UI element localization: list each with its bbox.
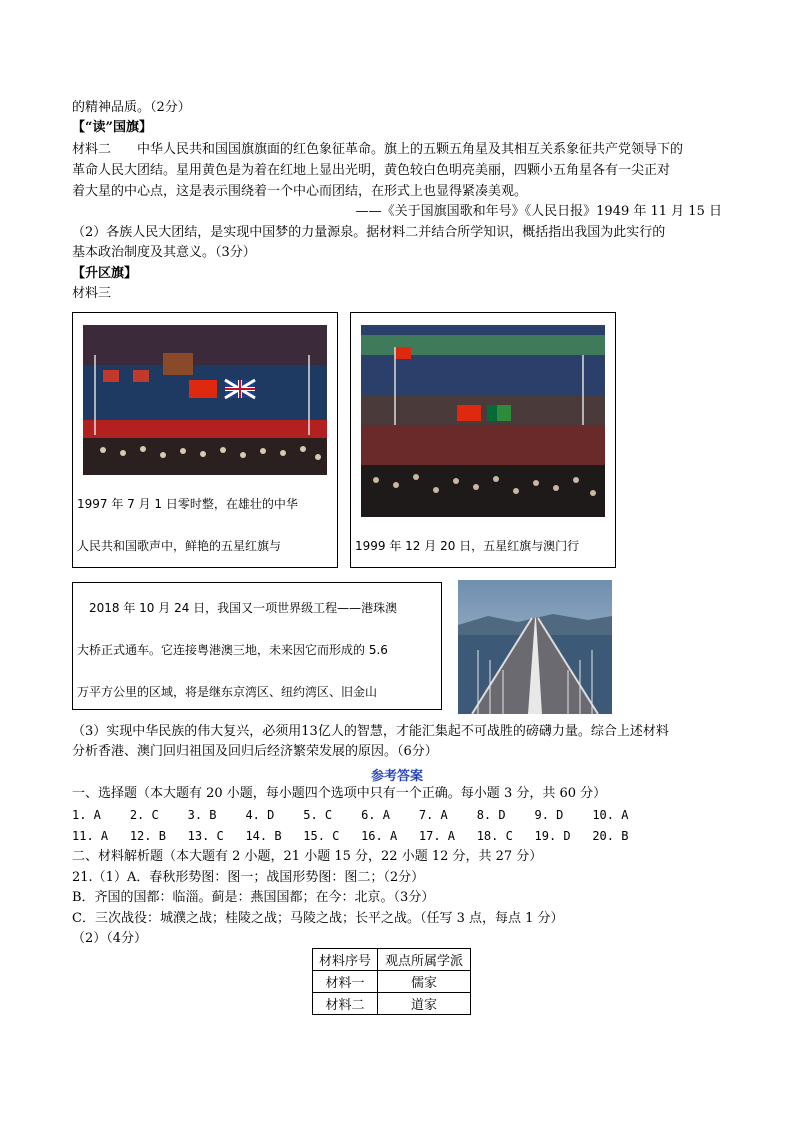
question-three: 分析香港、澳门回归祖国及回归后经济繁荣发展的原因。（6分） xyxy=(72,744,438,759)
answer-item: 1. A xyxy=(72,808,101,822)
answer-item: 10. A xyxy=(592,808,629,822)
question-two: （2）各族人民大团结，是实现中国梦的力量源泉。据材料二并结合所学知识，概括指出我国为此实行的 xyxy=(72,225,666,240)
table-cell: 儒家 xyxy=(378,971,471,993)
material-two-source: ——《关于国旗国歌和年号》《人民日报》1949 年 11 月 15 日 xyxy=(355,204,722,219)
table-cell: 道家 xyxy=(378,993,471,1015)
hk-caption-line: 1997 年 7 月 1 日零时整，在雄壮的中华 xyxy=(77,497,298,511)
answer-item: 13. C xyxy=(187,829,224,843)
answer-item: 15. C xyxy=(303,829,340,843)
bridge-text-box xyxy=(72,582,442,710)
bridge-caption-line: 2018 年 10 月 24 日，我国又一项世界级工程——港珠澳 xyxy=(89,601,398,615)
bridge-photo xyxy=(458,580,612,714)
answer-item: 11. A xyxy=(72,829,109,843)
answer-item: 9. D xyxy=(534,808,564,822)
answer-section-two: 二、材料解析题（本大题有 2 小题，21 小题 15 分，22 小题 12 分，共 27 分） xyxy=(72,849,543,864)
question-two: 基本政治制度及其意义。（3分） xyxy=(72,245,256,260)
answer-section-one: 一、选择题（本大题有 20 小题，每小题四个选项中只有一个正确。每小题 3 分，共 60 分） xyxy=(72,786,607,801)
answer-item: 20. B xyxy=(592,829,629,843)
answer-title: 参考答案 xyxy=(370,769,423,784)
answer-item: 14. B xyxy=(245,829,282,843)
answer-item: 4. D xyxy=(245,808,275,822)
material-two-text: 着大星的中心点，这是表示围绕着一个中心而团结，在形式上也显得紧凑美观。 xyxy=(72,184,528,199)
bridge-caption-line: 大桥正式通车。它连接粤港澳三地，未来因它而形成的 5.6 xyxy=(77,643,388,657)
answer-row xyxy=(72,806,628,824)
answer-21-part-b: B．齐国的国都：临淄。蓟是：燕国国都；在今：北京。（3分） xyxy=(72,890,435,905)
answer-item: 7. A xyxy=(418,808,448,822)
answer-item: 18. C xyxy=(476,829,513,843)
table-cell: 材料一 xyxy=(313,971,378,993)
macau-caption-line: 1999 年 12 月 20 日，五星红旗与澳门行 xyxy=(355,539,580,553)
answer-21-part-a: 21.（1）A．春秋形势图：图一；战国形势图：图二；（2分） xyxy=(72,870,425,885)
hk-handover-photo xyxy=(83,325,327,475)
section-heading-raise-flag: 【升区旗】 xyxy=(72,266,138,281)
answer-item: 16. A xyxy=(361,829,398,843)
hk-handover-box xyxy=(72,312,338,568)
table-header: 观点所属学派 xyxy=(378,949,471,971)
bridge-caption-line: 万平方公里的区域，将是继东京湾区、纽约湾区、旧金山 xyxy=(77,685,378,699)
answer-item: 17. A xyxy=(418,829,455,843)
material-two-text: 材料二 中华人民共和国国旗旗面的红色象征革命。旗上的五颗五角星及其相互关系象征共产党领导下的 xyxy=(72,142,684,157)
answer-item: 2. C xyxy=(129,808,159,822)
answer-item: 8. D xyxy=(476,808,506,822)
table-header: 材料序号 xyxy=(313,949,378,971)
section-heading-read-flag: 【“读”国旗】 xyxy=(72,120,152,135)
question-three: （3）实现中华民族的伟大复兴，必须用13亿人的智慧，才能汇集起不可战胜的磅礴力量。综合上述材料 xyxy=(72,724,669,739)
answer-item: 6. A xyxy=(361,808,390,822)
macau-handover-photo xyxy=(361,325,605,517)
material-two-text: 革命人民大团结。星用黄色是为着在红地上显出光明，黄色较白色明亮美丽，四颗小五角星各有一尖正对 xyxy=(72,163,671,178)
school-of-thought-table xyxy=(312,948,471,1015)
material-three-label: 材料三 xyxy=(72,286,112,301)
macau-handover-box xyxy=(350,312,616,568)
answer-item: 19. D xyxy=(534,829,571,843)
answer-item: 5. C xyxy=(303,808,333,822)
answer-21-part-2: （2）（4分） xyxy=(72,931,148,946)
answer-row xyxy=(72,827,628,845)
hk-caption-line: 人民共和国歌声中，鲜艳的五星红旗与 xyxy=(77,539,282,553)
answer-21-part-c: C．三次战役：城濮之战；桂陵之战；马陵之战；长平之战。（任写 3 点，每点 1 分） xyxy=(72,911,564,926)
answer-item: 3. B xyxy=(187,808,217,822)
table-cell: 材料二 xyxy=(313,993,378,1015)
answer-item: 12. B xyxy=(129,829,166,843)
text-line: 的精神品质。（2分） xyxy=(72,100,191,115)
